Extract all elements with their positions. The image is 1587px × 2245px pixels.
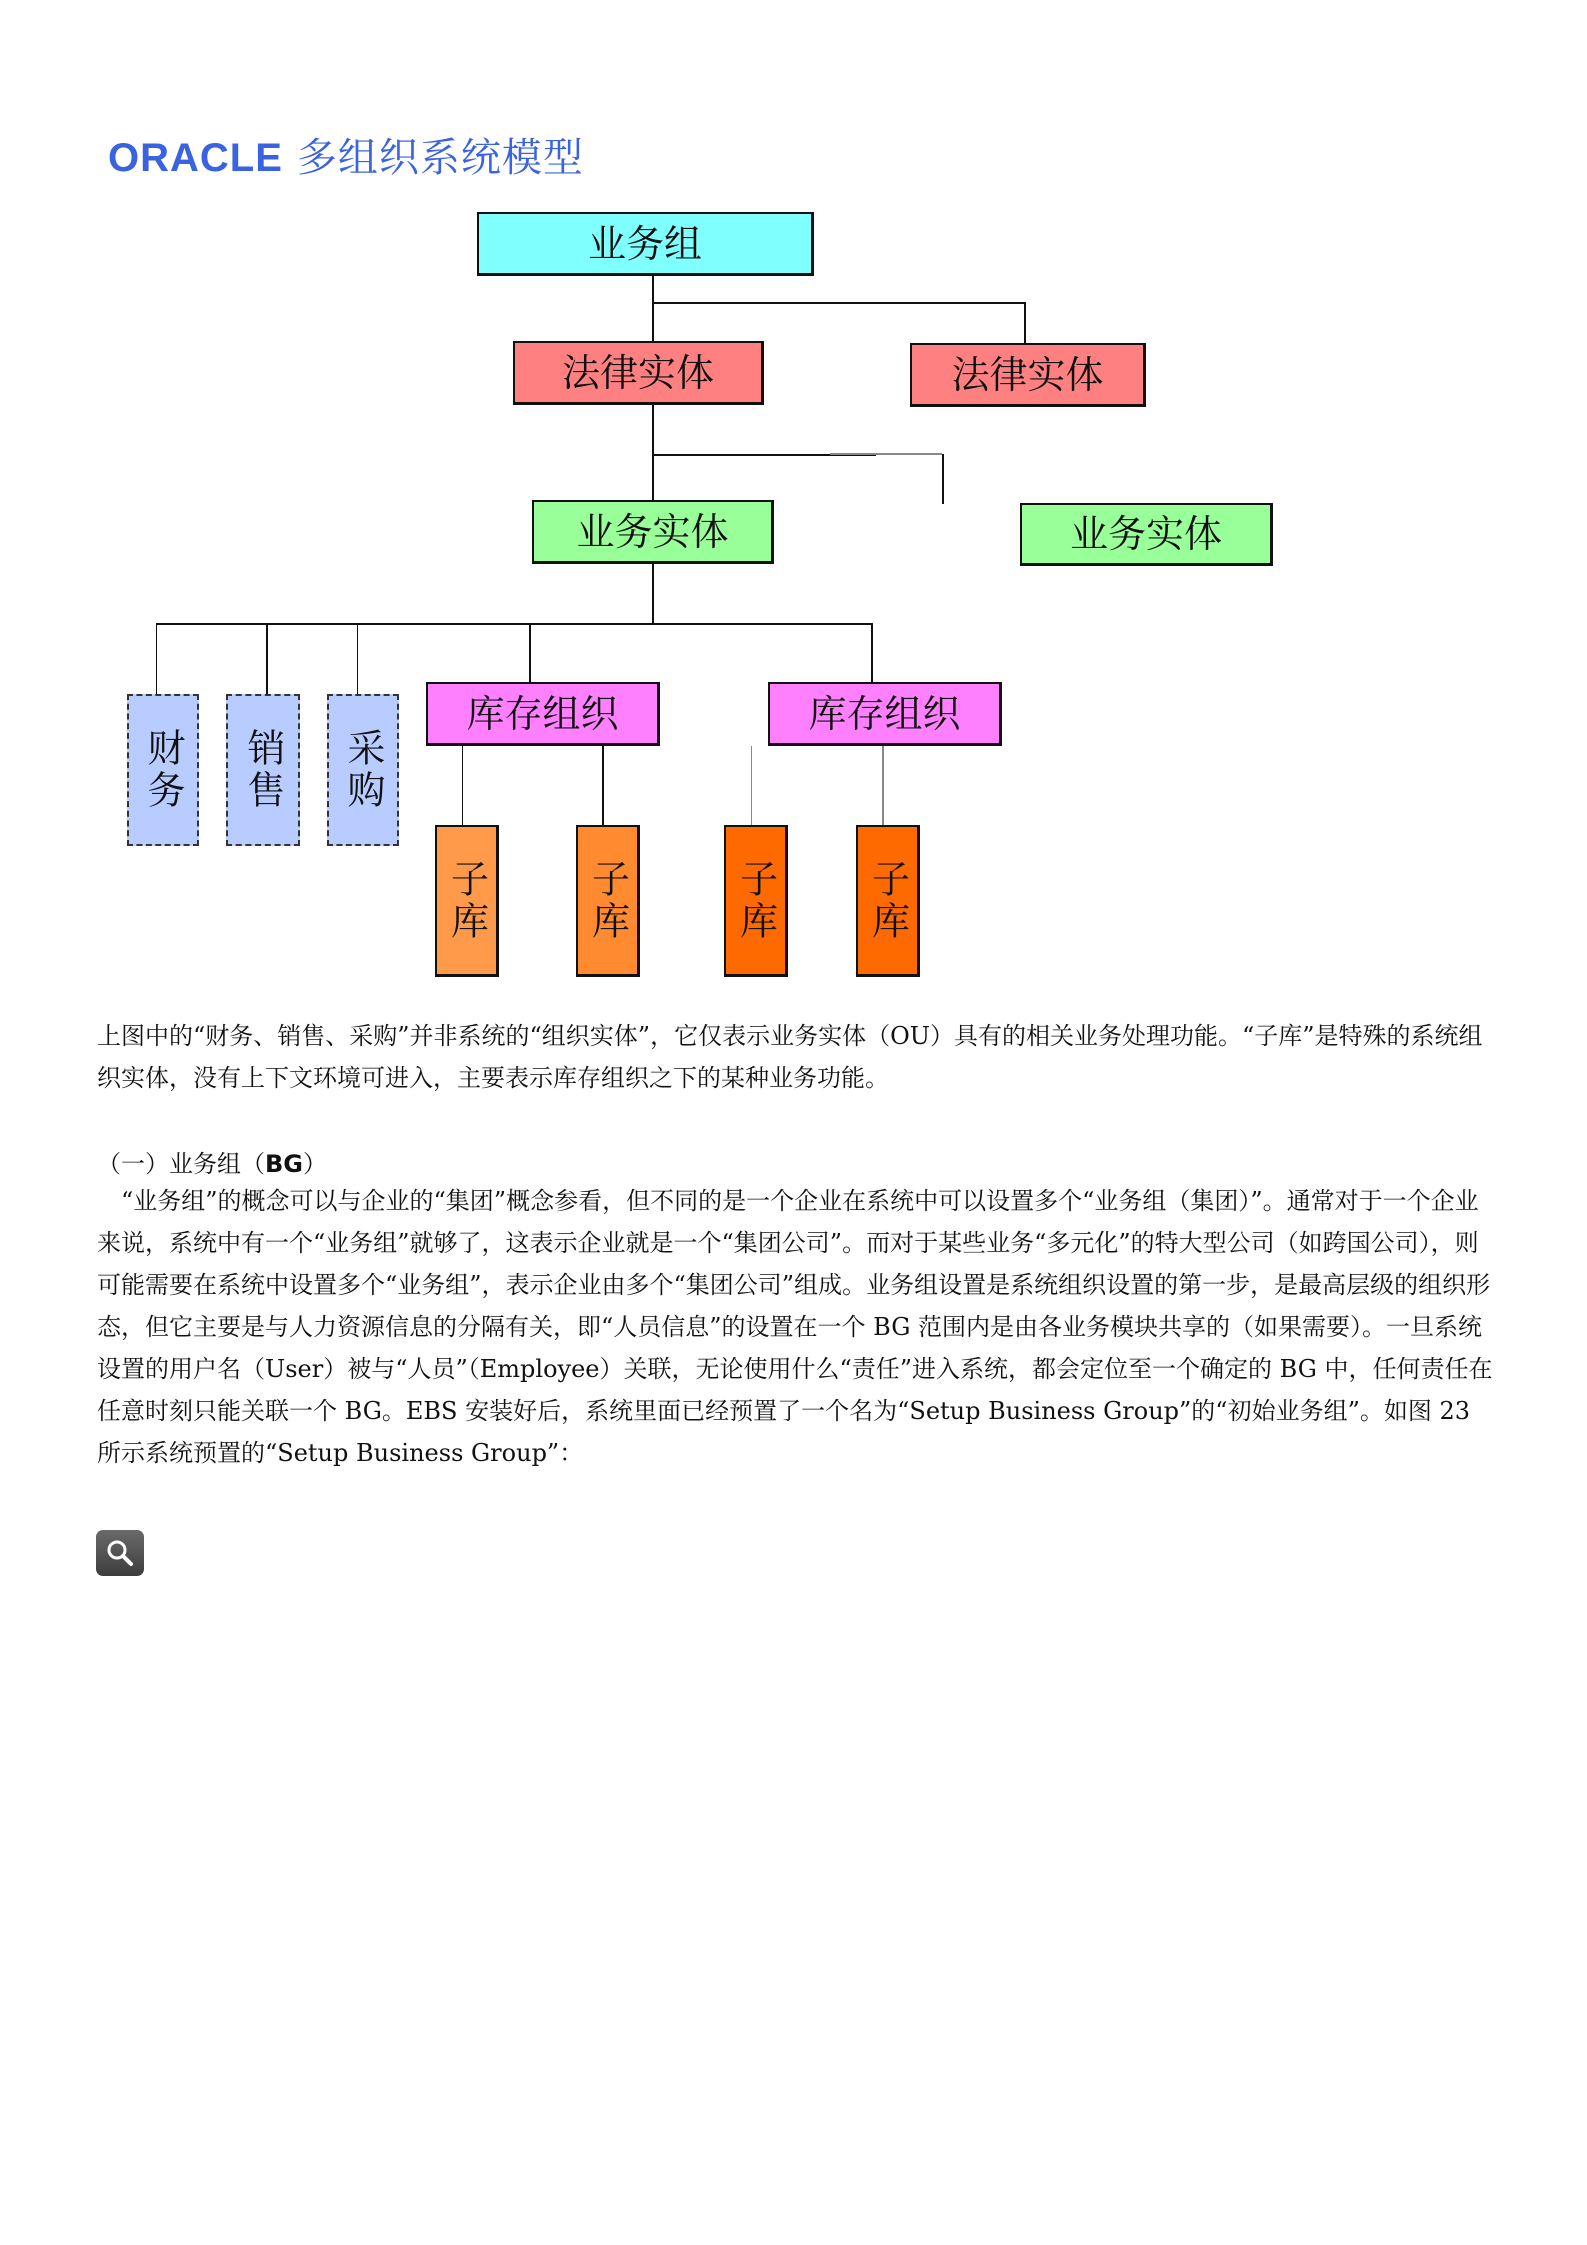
search-icon xyxy=(105,1538,135,1568)
node-label: 子库 xyxy=(733,858,778,943)
connector xyxy=(882,746,884,826)
connector xyxy=(156,623,873,625)
connector xyxy=(357,623,358,695)
node-label: 子库 xyxy=(585,858,630,943)
node-label: 子库 xyxy=(444,858,489,943)
node-label: 销售 xyxy=(241,728,285,812)
connector xyxy=(652,276,654,342)
connector xyxy=(652,564,654,625)
connector xyxy=(266,623,268,695)
node-operating-unit-1 xyxy=(532,500,774,564)
node-legal-entity-1 xyxy=(513,341,764,405)
intro-text: 上图中的“财务、销售、采购”并非系统的“组织实体”，它仅表示业务实体（OU）具有的相关业务处理功能。“子库”是特殊的系统组织实体，没有上下文环境可进入，主要表示库存组织之下的某种业务功能。 xyxy=(97,1022,1483,1092)
connector xyxy=(751,746,752,826)
node-label: 业务实体 xyxy=(1069,512,1222,556)
heading-suffix: ） xyxy=(303,1150,327,1178)
node-inventory-org-1 xyxy=(426,682,660,746)
node-label: 业务组 xyxy=(587,221,702,266)
node-label: 业务实体 xyxy=(576,509,729,554)
org-model-diagram xyxy=(0,0,1587,1000)
connector xyxy=(871,623,873,683)
node-label: 库存组织 xyxy=(808,691,961,736)
zoom-image-button[interactable] xyxy=(96,1530,144,1576)
heading-prefix: （一）业务组（ xyxy=(97,1150,265,1178)
connector xyxy=(830,453,942,455)
intro-paragraph xyxy=(97,1015,1497,1099)
node-label: 财务 xyxy=(141,728,185,812)
section-heading xyxy=(97,1144,327,1179)
node-label: 采购 xyxy=(341,728,385,812)
node-operating-unit-2 xyxy=(1020,503,1273,566)
connector xyxy=(942,454,944,504)
title-zh: 多组织系统模型 xyxy=(296,135,584,181)
connector xyxy=(652,302,1026,304)
node-subinventory-4 xyxy=(856,825,920,977)
node-label: 法律实体 xyxy=(561,350,714,395)
node-legal-entity-2 xyxy=(910,343,1146,407)
connector xyxy=(462,746,463,826)
section-body-text: “业务组”的概念可以与企业的“集团”概念参看，但不同的是一个企业在系统中可以设置多个“业务组（集团）”。通常对于一个企业来说，系统中有一个“业务组”就够了，这表示企业就是一个“集团公司”。而对于某些业务“多元化”的特大型公司（如跨国公司），则可能需要在系统中设置多个“业务组”，表示企业由多个“集团公司”组成。业务组设置是系统组织设置的第一步，是最高层级的组织形态，但它主要是与人力资源信息的分隔有关，即“人员信息”的设置在一个 BG 范围内是由各业务模块共享的（如果需要）。一旦系统设置的用户名（User）被与“人员”（Employee）关联，无论使用什么“责任”进入系统，都会定位至一个确定的 BG 中，任何责任在任意时刻只能关联一个 BG。EBS 安装好后，系统里面已经预置了一个名为“Setup Business Group”的“初始业务组”。如图 23 所示系统预置的“Setup Business Group”： xyxy=(97,1187,1493,1467)
node-function-finance xyxy=(127,694,199,846)
node-label: 子库 xyxy=(865,858,910,943)
connector xyxy=(156,623,157,695)
node-subinventory-2 xyxy=(576,825,640,977)
node-subinventory-1 xyxy=(435,825,499,977)
title-oracle: ORACLE xyxy=(108,136,283,180)
heading-abbr: BG xyxy=(265,1150,303,1178)
connector xyxy=(1024,302,1026,344)
node-function-purchasing xyxy=(327,694,399,846)
connector xyxy=(652,405,654,500)
node-label: 库存组织 xyxy=(466,691,619,736)
node-subinventory-3 xyxy=(724,825,788,977)
node-business-group xyxy=(477,212,814,276)
connector xyxy=(529,623,531,683)
node-function-sales xyxy=(226,694,300,846)
connector xyxy=(602,746,604,826)
section-body xyxy=(97,1180,1497,1474)
node-label: 法律实体 xyxy=(951,352,1104,397)
node-inventory-org-2 xyxy=(768,682,1002,746)
